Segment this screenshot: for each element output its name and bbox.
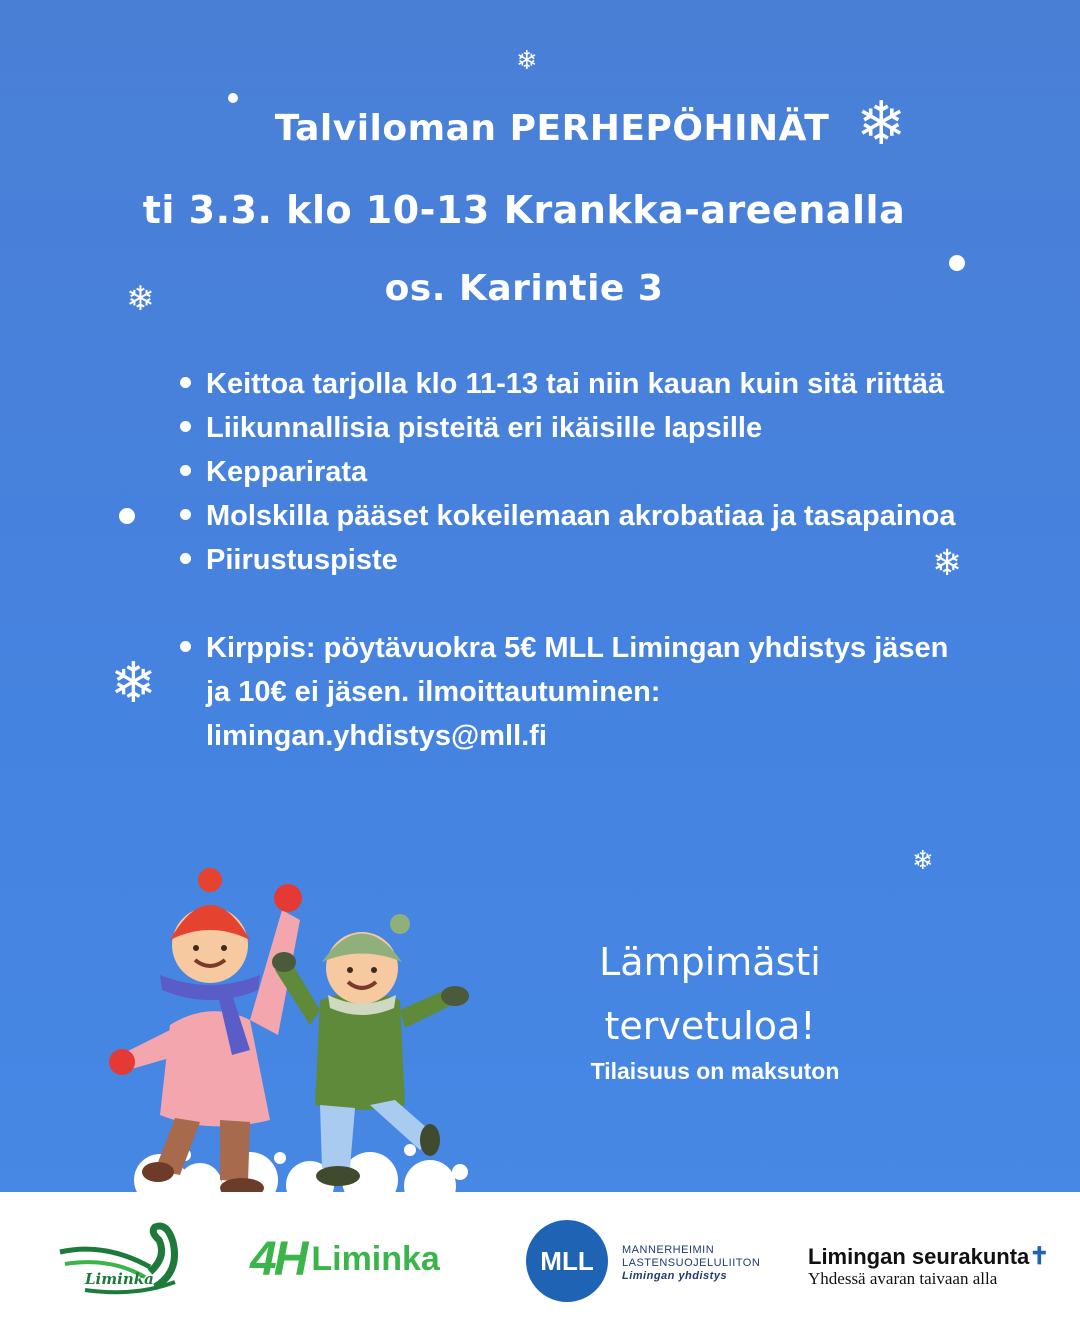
snowflake-icon: ❄ [932, 543, 963, 584]
mll-line: Limingan yhdistys [622, 1270, 728, 1282]
headline-title: Talviloman PERHEPÖHINÄT [274, 108, 830, 149]
list-item: Piirustuspiste [178, 538, 968, 582]
list-item: Molskilla pääset kokeilemaan akrobatiaa ja tasapainoa [178, 494, 968, 538]
mll-line: LASTENSUOJELULIITON [622, 1257, 761, 1269]
church-motto: Yhdessä avaran taivaan alla [808, 1269, 998, 1288]
sponsor-footer [0, 1192, 1080, 1326]
mll-logo-text [622, 1244, 760, 1283]
church-logo [808, 1242, 1049, 1289]
list-item: Liikunnallisia pisteitä eri ikäisille lapsille [178, 406, 968, 450]
list-item: Keittoa tarjolla klo 11-13 tai niin kauan kuin sitä riittää [178, 362, 968, 406]
welcome-line: tervetuloa! [604, 1004, 816, 1048]
snow-dot [228, 93, 238, 103]
program-list [178, 362, 968, 758]
welcome-message [560, 930, 860, 1058]
fourh-logo [250, 1232, 440, 1287]
snowflake-icon: ❄ [126, 279, 155, 319]
liminka-logo [55, 1212, 195, 1302]
liminka-logo-text: Liminka [85, 1270, 154, 1288]
church-name: Limingan seurakunta [808, 1244, 1030, 1269]
snowflake-icon: ❄ [856, 89, 907, 159]
cross-icon: ✝ [1029, 1243, 1050, 1270]
snowflake-icon: ❄ [516, 46, 538, 76]
mll-logo-mark: MLL [526, 1220, 608, 1302]
swan-logo-icon [55, 1212, 195, 1302]
fourh-mark: 4H [250, 1233, 306, 1286]
snowflake-icon: ❄ [110, 651, 157, 716]
free-note: Tilaisuus on maksuton [590, 1058, 840, 1084]
list-item: Kirppis: pöytävuokra 5€ MLL Limingan yhdistys jäsen ja 10€ ei jäsen. ilmoittautuminen: limingan.yhdistys@mll.fi [178, 626, 968, 758]
fourh-text: Liminka [311, 1240, 440, 1278]
mll-line: MANNERHEIMIN [622, 1244, 715, 1256]
headline-date-time: ti 3.3. klo 10-13 Krankka-areenalla [142, 188, 906, 232]
headline-address: os. Karintie 3 [384, 268, 664, 309]
welcome-line: Lämpimästi [599, 940, 821, 984]
list-item: Kepparirata [178, 450, 968, 494]
snow-dot [119, 508, 135, 524]
snowflake-icon: ❄ [912, 846, 934, 876]
children-playing-in-snow-illustration [100, 850, 500, 1200]
